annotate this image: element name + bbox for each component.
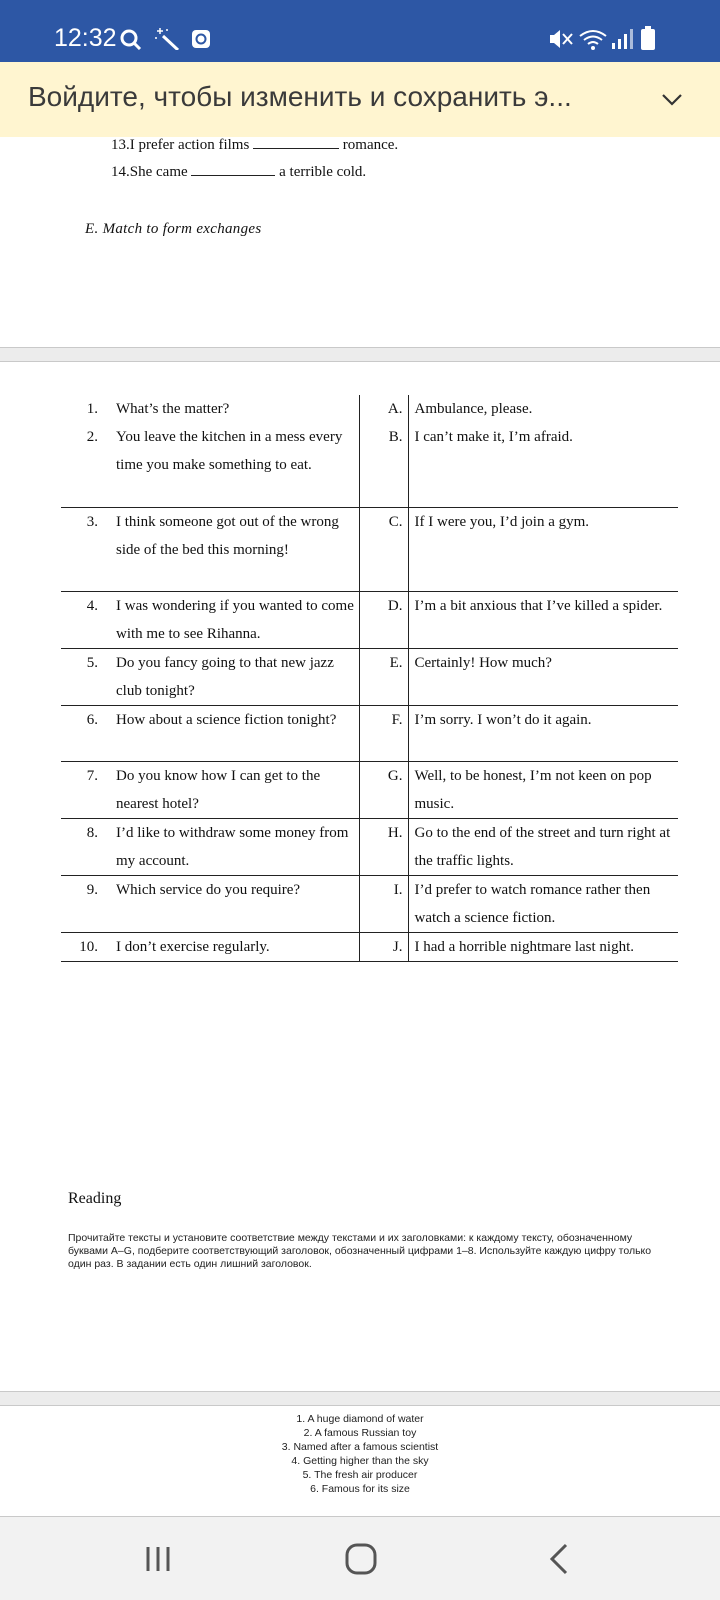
table-row [61, 875, 678, 932]
exchange-number: 1. [86, 401, 98, 417]
magic-wand-icon [154, 28, 182, 50]
line14-start: 14.She came [111, 164, 188, 180]
exchange-number: 9. [86, 881, 98, 898]
exchange-number: 5. [86, 654, 98, 671]
search-icon [118, 28, 150, 50]
exchange-question: I don’t exercise regularly. [109, 932, 359, 961]
exchanges-table [61, 395, 678, 962]
exchange-question: How about a science fiction tonight? [109, 705, 359, 761]
exchange-letter: A. [359, 395, 408, 423]
navigation-bar [0, 1517, 720, 1600]
exchange-letter: E. [359, 648, 408, 705]
exchange-letter: I. [359, 875, 408, 932]
exchange-number: 3. [86, 513, 98, 530]
line13-start: 13.I prefer action films [111, 137, 250, 153]
exchange-letter: H. [359, 818, 408, 875]
exchange-answer: Ambulance, please. [414, 401, 533, 417]
document-page-3 [0, 1405, 720, 1517]
heading-item: 6. Famous for its size [310, 1483, 410, 1495]
exchange-question: What’s the matter? [109, 395, 359, 423]
table-row [61, 761, 678, 818]
exchange-number: 8. [86, 824, 98, 841]
signal-icon [610, 28, 634, 50]
exchange-number: 10. [79, 938, 98, 955]
reading-title: Reading [68, 1190, 122, 1207]
chevron-down-icon[interactable] [661, 92, 683, 108]
exchange-question: I was wondering if you wanted to come with me to see Rihanna. [109, 591, 359, 648]
exchange-letter: J. [359, 932, 408, 961]
table-row [61, 507, 678, 591]
table-row [61, 818, 678, 875]
exchange-answer: I’m a bit anxious that I’ve killed a spider. [414, 597, 663, 614]
table-row [61, 395, 678, 423]
status-bar [0, 0, 720, 62]
document-page-1 [0, 137, 720, 348]
table-row [61, 648, 678, 705]
table-row [61, 705, 678, 761]
exchange-letter: B. [359, 423, 408, 507]
app-notification-icon [190, 28, 212, 50]
exchange-letter: G. [359, 761, 408, 818]
line13-end: romance. [342, 137, 399, 153]
exchange-letter: F. [359, 705, 408, 761]
exchange-answer: I’d prefer to watch romance rather then watch a science fiction. [414, 881, 651, 926]
exchange-answer: If I were you, I’d join a gym. [414, 513, 590, 530]
line14-end: a terrible cold. [279, 164, 367, 180]
battery-icon [640, 26, 656, 50]
recent-apps-icon[interactable] [138, 1541, 178, 1577]
sign-in-banner[interactable] [0, 62, 720, 137]
exchange-letter: D. [359, 591, 408, 648]
answer-blank [253, 148, 339, 149]
table-row [61, 591, 678, 648]
exchange-question: I’d like to withdraw some money from my account. [109, 818, 359, 875]
exchange-answer: I’m sorry. I won’t do it again. [414, 711, 592, 728]
exercise-line-13 [111, 137, 398, 154]
exchange-answer: I can’t make it, I’m afraid. [414, 429, 573, 445]
exchange-question: You leave the kitchen in a mess every time you make something to eat. [109, 423, 359, 507]
exchange-question: Which service do you require? [109, 875, 359, 932]
exchange-answer: Go to the end of the street and turn right at the traffic lights. [414, 824, 671, 869]
heading-item: 1. A huge diamond of water [296, 1413, 424, 1425]
section-heading: E. Match to form exchanges [85, 221, 262, 237]
answer-blank [191, 175, 275, 176]
heading-item: 5. The fresh air producer [302, 1469, 418, 1481]
exchange-number: 7. [86, 767, 98, 784]
reading-instructions: Прочитайте тексты и установите соответствие между текстами и их заголовками: к каждому тексту, обозначенному буквами A–G, подберите соответствующий заголовок, обозначенный цифрами 1–8. Используйте каждую цифру только один раз. В задании есть один лишний заголовок. [68, 1232, 652, 1270]
heading-item: 3. Named after a famous scientist [281, 1441, 439, 1453]
home-icon[interactable] [341, 1541, 381, 1577]
exchange-answer: I had a horrible nightmare last night. [414, 938, 635, 955]
table-row [61, 932, 678, 961]
exchange-letter: C. [359, 507, 408, 591]
heading-item: 2. A famous Russian toy [303, 1427, 417, 1439]
exchange-question: Do you know how I can get to the nearest hotel? [109, 761, 359, 818]
banner-text: Войдите, чтобы изменить и сохранить э... [28, 81, 572, 112]
exchange-answer: Certainly! How much? [414, 654, 552, 671]
heading-item: 4. Getting higher than the sky [291, 1455, 429, 1467]
exchange-answer: Well, to be honest, I’m not keen on pop music. [414, 767, 652, 812]
exchange-question: Do you fancy going to that new jazz club tonight? [109, 648, 359, 705]
table-row [61, 423, 678, 507]
document-page-2 [0, 361, 720, 1392]
exchange-number: 6. [86, 711, 98, 728]
mute-vibrate-icon [548, 28, 574, 50]
exercise-line-14 [111, 164, 366, 181]
exchange-number: 2. [86, 429, 98, 445]
headings-list [0, 1412, 720, 1496]
status-time: 12:32 [54, 24, 117, 52]
exchange-number: 4. [86, 597, 98, 614]
back-icon[interactable] [540, 1541, 580, 1577]
exchange-question: I think someone got out of the wrong side of the bed this morning! [109, 507, 359, 591]
wifi-icon [578, 28, 608, 50]
